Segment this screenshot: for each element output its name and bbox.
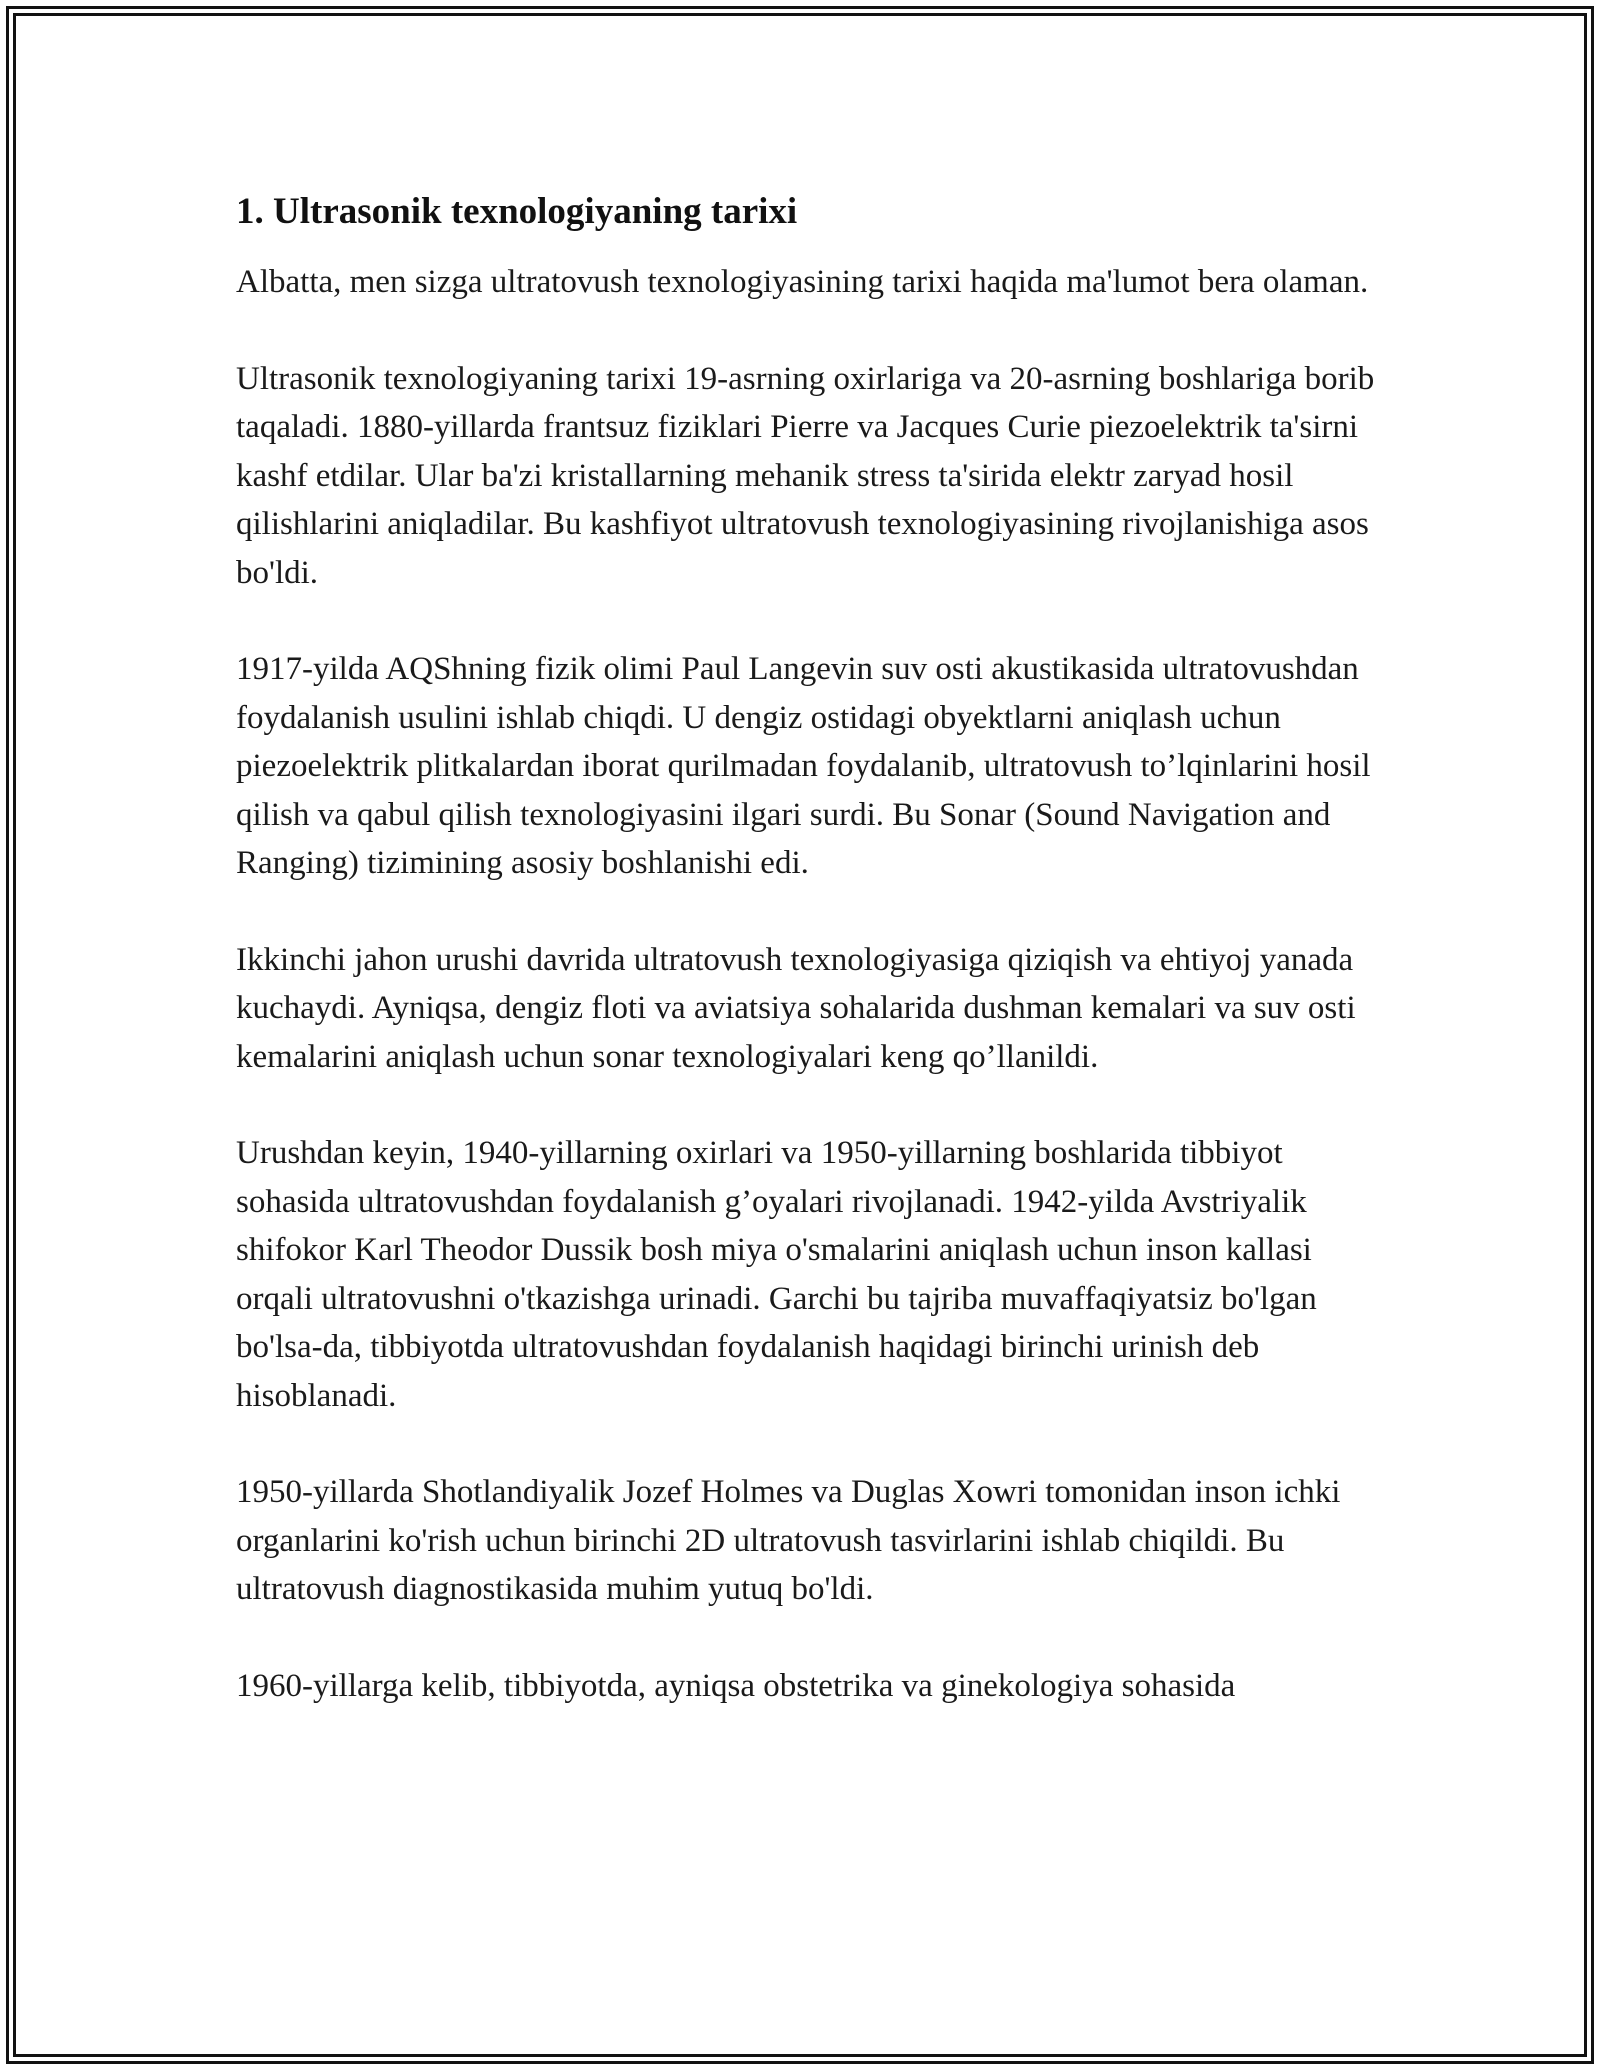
paragraph-intro: Albatta, men sizga ultratovush texnologiyasining tarixi haqida ma'lumot bera olaman. bbox=[236, 264, 1369, 300]
document-body bbox=[236, 186, 1386, 1758]
paragraph-holmes: 1950-yillarda Shotlandiyalik Jozef Holmes va Duglas Xowri tomonidan inson ichki organlarini ko'rish uchun birinchi 2D ultratovush tasvirlarini ishlab chiqildi. Bu ultratovush diagnostikasida muhim yutuq bo'ldi. bbox=[236, 1474, 1341, 1607]
paragraph-ww2: Ikkinchi jahon urushi davrida ultratovush texnologiyasiga qiziqish va ehtiyoj yanada kuchaydi. Ayniqsa, dengiz floti va aviatsiya sohalarida dushman kemalari va suv osti kemalarini aniqlash uchun sonar texnologiyalari keng qo’llanildi. bbox=[236, 941, 1356, 1075]
paragraph-langevin: 1917-yilda AQShning fizik olimi Paul Langevin suv osti akustikasida ultratovushdan foydalanish usulini ishlab chiqdi. U dengiz ostidagi obyektlarni aniqlash uchun piezoelektrik plitkalardan iborat qurilmadan foydalanib, ultratovush to’lqinlarini hosil qilish va qabul qilish texnologiyasini ilgari surdi. Bu Sonar (Sound Navigation and Ranging) tizimining asosiy boshlanishi edi. bbox=[236, 651, 1371, 881]
paragraph-dussik: Urushdan keyin, 1940-yillarning oxirlari va 1950-yillarning boshlarida tibbiyot sohasida ultratovushdan foydalanish g’oyalari rivojlanadi. 1942-yilda Avstriyalik shifokor Karl Theodor Dussik bosh miya o'smalarini aniqlash uchun inson kallasi orqali ultratovushni o'tkazishga urinadi. Garchi bu tajriba muvaffaqiyatsiz bo'lgan bo'lsa-da, tibbiyotda ultratovushdan foydalanish haqidagi birinchi urinish deb hisoblanadi. bbox=[236, 1135, 1317, 1414]
paragraph-curie: Ultrasonik texnologiyaning tarixi 19-asrning oxirlariga va 20-asrning boshlariga borib taqaladi. 1880-yillarda frantsuz fiziklari Pierre va Jacques Curie piezoelektrik ta'sirni kashf etdilar. Ular ba'zi kristallarning mehanik stress ta'sirida elektr zaryad hosil qilishlarini aniqladilar. Bu kashfiyot ultratovush texnologiyasining rivojlanishiga asos bo'ldi. bbox=[236, 360, 1375, 591]
section-heading: 1. Ultrasonik texnologiyaning tarixi bbox=[236, 191, 798, 232]
paragraph-1960s: 1960-yillarga kelib, tibbiyotda, ayniqsa obstetrika va ginekologiya sohasida bbox=[236, 1667, 1236, 1704]
